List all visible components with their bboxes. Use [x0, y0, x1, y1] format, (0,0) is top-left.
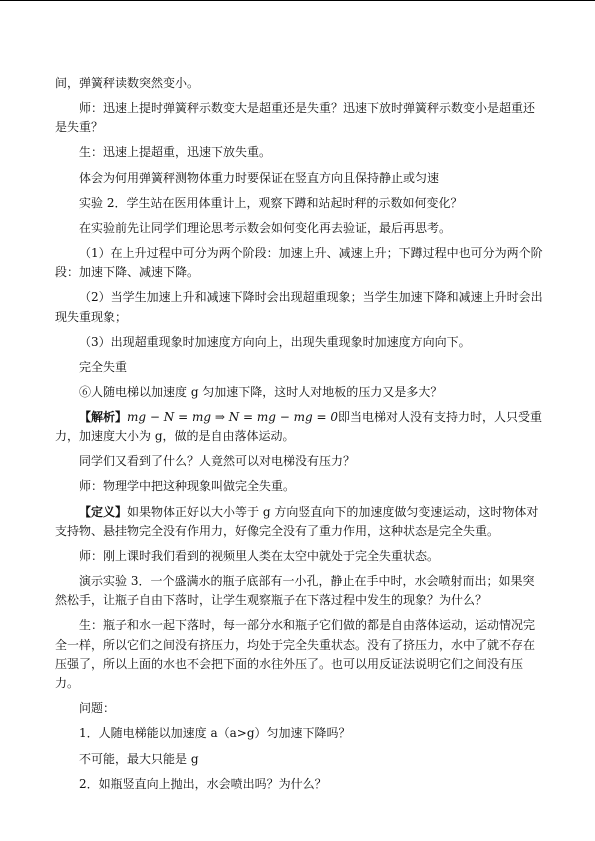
- paragraph: 同学们又看到了什么？人竟然可以对电梯没有压力？: [79, 454, 356, 469]
- paragraph: （2）当学生加速上升和减速下降时会出现超重现象；当学生加速下降和减速上升时会出现失重现象；: [55, 290, 543, 324]
- analysis-tag: 【解析】: [79, 409, 128, 424]
- paragraph: 师：物理学中把这种现象叫做完全失重。: [79, 479, 296, 494]
- paragraph: （3）出现超重现象时加速度方向向上，出现失重现象时加速度方向向下。: [79, 334, 471, 349]
- analysis-formula: mg − N = mg ⇒ N = mg − mg = 0: [127, 409, 338, 424]
- paragraph: 师：迅速上提时弹簧秤示数变大是超重还是失重？迅速下放时弹簧秤示数变小是超重还是失重？: [55, 101, 536, 135]
- paragraph: 演示实验 3．一个盛满水的瓶子底部有一小孔，静止在手中时，水会喷射而出；如果突然松手，让瓶子自由下落时，让学生观察瓶子在下落过程中发生的现象？为什么？: [55, 573, 535, 608]
- top-border-line: [0, 0, 595, 1]
- analysis-text: 即当电梯对人没有支持力时，人只受重力，加速度大小为 g，做的是自由落体运动。: [55, 409, 543, 444]
- paragraph: 间，弹簧秤读数突然变小。: [55, 76, 200, 90]
- paragraph: 在实验前先让同学们理论思考示数会如何变化再去验证，最后再思考。: [79, 220, 452, 235]
- question-item: 2．如瓶竖直向上抛出，水会喷出吗？为什么？: [79, 776, 327, 791]
- definition-text: 如果物体正好以大小等于 g 方向竖直向下的加速度做匀变速运动，这时物体对支持物、悬挂物完全没有作用力，好像完全没有了重力作用，这种状态是完全失重。: [55, 504, 539, 538]
- paragraph: ⑥人随电梯以加速度 g 匀加速下降，这时人对地板的压力又是多大？: [79, 384, 443, 399]
- definition-paragraph: [55, 503, 543, 542]
- paragraph: 体会为何用弹簧秤测物体重力时要保证在竖直方向且保持静止或匀速: [79, 170, 440, 185]
- paragraph: 实验 2．学生站在医用体重计上，观察下蹲和站起时秤的示数如何变化？: [79, 195, 463, 210]
- section-heading: 完全失重: [79, 359, 128, 374]
- document-body: [55, 74, 543, 800]
- paragraph: 生：迅速上提超重，迅速下放失重。: [79, 145, 272, 160]
- paragraph: （1）在上升过程中可分为两个阶段：加速上升、减速上升；下蹲过程中也可分为两个阶段：加速下降、减速下降。: [55, 245, 543, 280]
- questions-heading: 问题：: [79, 701, 116, 716]
- paragraph: 师：刚上课时我们看到的视频里人类在太空中就处于完全失重状态。: [79, 548, 440, 563]
- question-item: 1．人随电梯能以加速度 a（a>g）匀加速下降吗？: [79, 726, 351, 741]
- analysis-paragraph: [55, 408, 543, 447]
- answer-item: 不可能，最大只能是 g: [79, 751, 199, 766]
- paragraph: 生：瓶子和水一起下落时，每一部分水和瓶子它们做的都是自由落体运动，运动情况完全一样，所以它们之间没有挤压力，均处于完全失重状态。没有了挤压力，水中了就不存在压强了，所以上面的水也不会把下面的水往外压了。也可以用反证法说明它们之间没有压力。: [55, 618, 536, 691]
- definition-tag: 【定义】: [79, 504, 128, 519]
